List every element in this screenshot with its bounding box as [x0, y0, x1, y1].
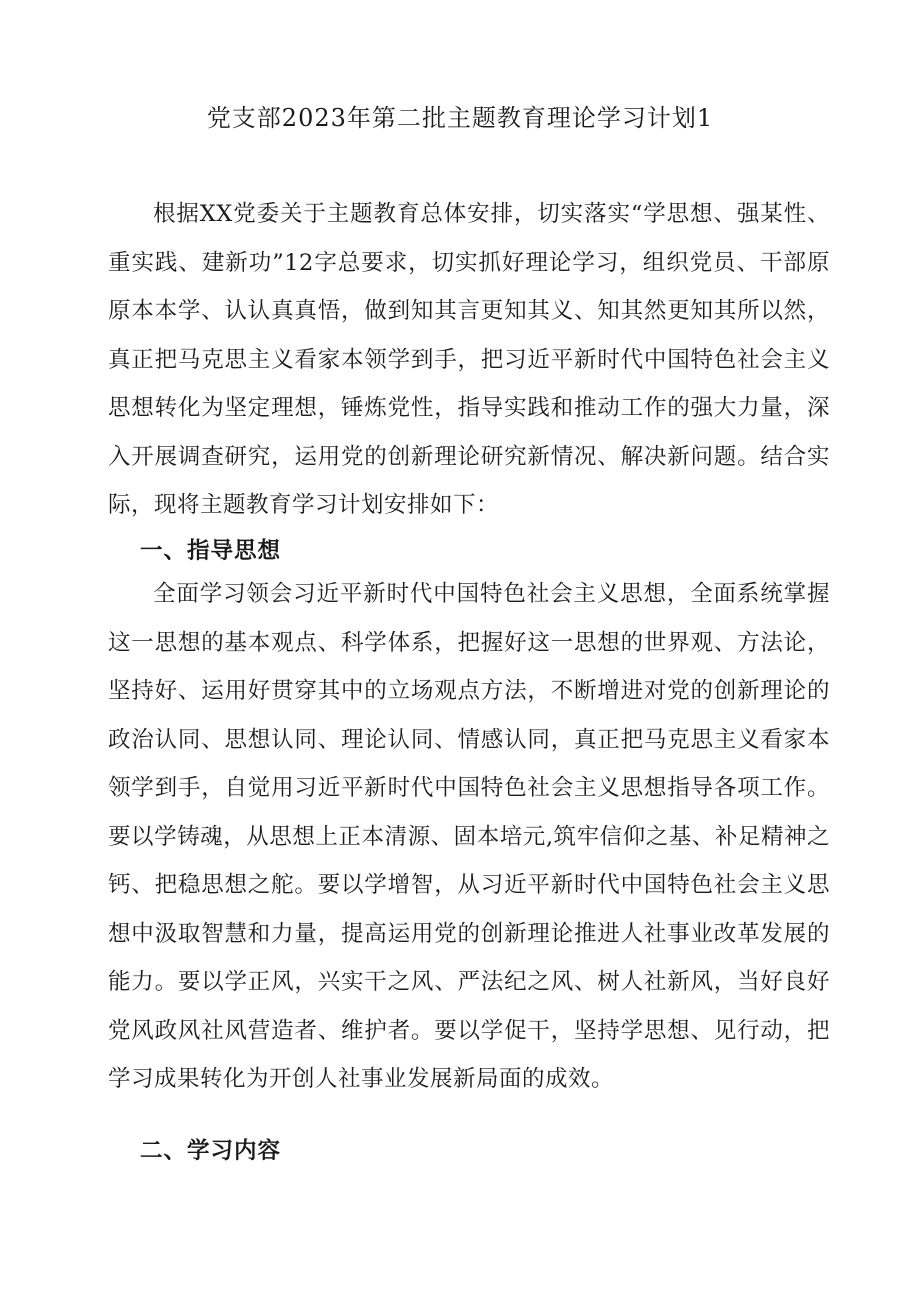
document-title: 党支部2023年第二批主题教育理论学习计划1 [206, 104, 714, 132]
section-heading-guiding-thought: 一、指导思想 [140, 538, 282, 564]
section-body-guiding-thought: 全面学习领会习近平新时代中国特色社会主义思想，全面系统掌握这一思想的基本观点、科学体系，把握好这一思想的世界观、方法论，坚持好、运用好贯穿其中的立场观点方法，不断增进对党的创新理论的政治认同、思想认同、理论认同、情感认同，真正把马克思主义看家本领学到手，自觉用习近平新时代中国特色社会主义思想指导各项工作。要以学铸魂，从思想上正本清源、固本培元,筑牢信仰之基、补足精神之钙、把稳思想之舵。要以学增智，从习近平新时代中国特色社会主义思想中汲取智慧和力量，提高运用党的创新理论推进人社事业改革发展的能力。要以学正风，兴实干之风、严法纪之风、树人社新风，当好良好党风政风社风营造者、维护者。要以学促干，坚持学思想、见行动，把学习成果转化为开创人社事业发展新局面的成效。 [108, 581, 830, 1092]
section-heading-study-content: 二、学习内容 [140, 1138, 282, 1164]
intro-paragraph: 根据XX党委关于主题教育总体安排，切实落实“学思想、强某性、重实践、建新功”12字总要求，切实抓好理论学习，组织党员、干部原原本本学、认认真真悟，做到知其言更知其义、知其然更知其所以然，真正把马克思主义看家本领学到手，把习近平新时代中国特色社会主义思想转化为坚定理想，锤炼党性，指导实践和推动工作的强大力量，深入开展调查研究，运用党的创新理论研究新情况、解决新问题。结合实际，现将主题教育学习计划安排如下： [108, 201, 830, 518]
